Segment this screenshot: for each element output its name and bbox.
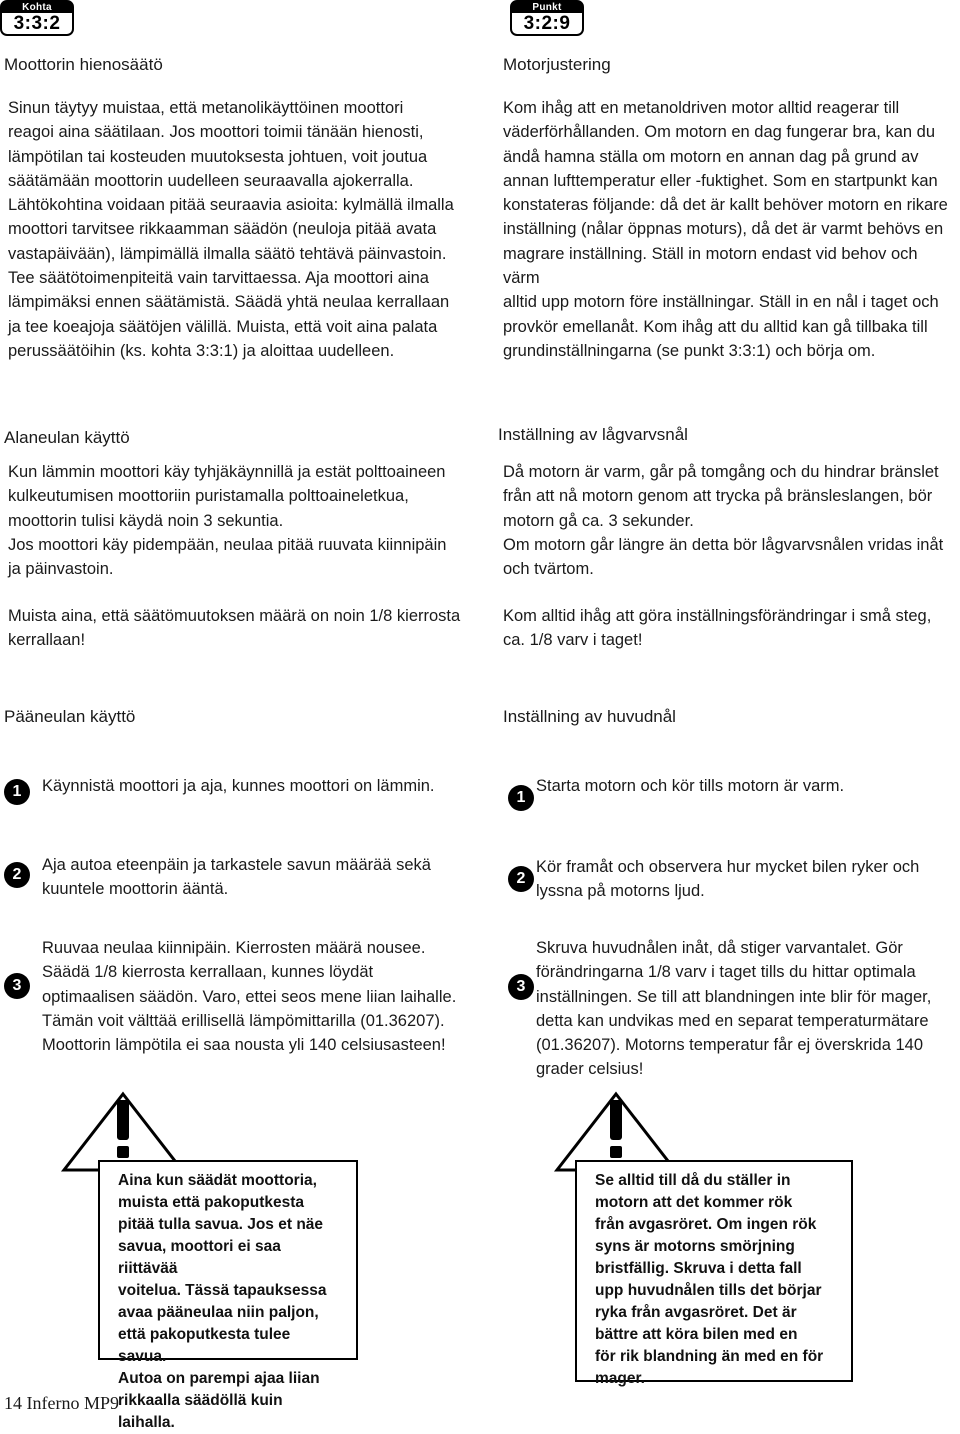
badge-tag: Kohta <box>2 2 72 13</box>
section-title-low-needle: Alaneulan käyttö <box>4 428 130 447</box>
section-title-main-needle-sv: Inställning av huvudnål <box>503 707 676 726</box>
step-text-1: Käynnistä moottori ja aja, kunnes moottori on lämmin. <box>42 777 435 795</box>
step-text-1: Starta motorn och kör tills motorn är varm. <box>536 777 845 795</box>
step-text-2: Kör framåt och observera hur mycket bilen ryker och lyssna på motorns ljud. <box>536 858 920 901</box>
step-number-2: 2 <box>508 866 534 892</box>
badge-number: 3:2:9 <box>523 13 571 34</box>
warning-text-right: Se alltid till då du ställer in motorn att det kommer rök från avgasröret. Om ingen rök syns är motorns smörjning bristfällig. Skruva i detta fall upp huvudnålen tills det börjar ryka från avgasröret. Det är bättre att köra bilen med en för rik blandning än med en för mager. <box>575 1160 853 1382</box>
step-number-3: 3 <box>508 974 534 1000</box>
step-text-2: Aja autoa eteenpäin ja tarkastele savun määrää sekä kuuntele moottorin ääntä. <box>42 856 431 899</box>
section-title-fine-tuning: Moottorin hienosäätö <box>4 55 163 74</box>
low-needle-note: Muista aina, että säätömuutoksen määrä on noin 1/8 kierrosta kerrallaan! <box>8 607 461 650</box>
product-name: Inferno MP9 <box>26 1393 119 1413</box>
warning-text-left: Aina kun säädät moottoria, muista että pakoputkesta pitää tulla savua. Jos et näe savua, moottori ei saa riittävää voitelua. Tässä tapauksessa avaa pääneulaa niin paljon, että pakoputkesta tulee savua. Autoa on parempi ajaa liian rikkaalla säädöllä kuin laihalla. <box>98 1160 358 1360</box>
low-speed-needle-body: Då motorn är varm, går på tomgång och du hindrar bränslet från att nå motorn genom att trycka på bränsleslangen, bör motorn gå ca. 3 sekunder. Om motorn går längre än detta bör lågvarvsnålen vridas inåt och tvärtom. <box>503 463 944 579</box>
section-title-low-speed-needle: Inställning av lågvarvsnål <box>498 425 688 444</box>
low-speed-needle-note: Kom alltid ihåg att göra inställningsförändringar i små steg, ca. 1/8 varv i taget! <box>503 607 932 650</box>
section-title-motor-adjustment: Motorjustering <box>503 55 611 74</box>
warning-callout-right <box>555 1092 855 1387</box>
step-number-2: 2 <box>4 862 30 888</box>
step-number-1: 1 <box>508 785 534 811</box>
step-text-3: Ruuvaa neulaa kiinnipäin. Kierrosten määrä nousee. Säädä 1/8 kierrosta kerrallaan, kunnes löydät optimaalisen säädön. Varo, ettei seos mene liian laihalle. Tämän voit välttää erillisellä lämpömittarilla (01.36207). Moottorin lämpötila ei saa nousta yli 140 celsiusasteen! <box>42 939 457 1055</box>
step-number-1: 1 <box>4 779 30 805</box>
step-number-3: 3 <box>4 973 30 999</box>
page-footer <box>4 1392 119 1414</box>
step-text-3: Skruva huvudnålen inåt, då stiger varvantalet. Gör förändringarna 1/8 varv i taget tills du hittar optimala inställningen. Se till att blandningen inte blir för mager, detta kan undvikas med en separat temperaturmätare (01.36207). Motorns temperatur får ej överskrida 140 grader celsius! <box>536 939 932 1079</box>
page-number: 14 <box>4 1393 22 1413</box>
low-needle-body: Kun lämmin moottori käy tyhjäkäynnillä ja estät polttoaineen kulkeutumisen moottoriin puristamalla polttoaineletkua, moottorin tulisi käydä noin 3 sekuntia. Jos moottori käy pidempään, neulaa pitää ruuvata kiinnipäin ja päinvastoin. <box>8 463 447 579</box>
fine-tuning-body: Sinun täytyy muistaa, että metanolikäyttöinen moottori reagoi aina säätilaan. Jos moottori toimii tänään hienosti, lämpötilan tai kosteuden muutoksesta johtuen, voit joutua säätämään moottorin uudelleen seuraavalla ajokerralla. Lähtökohtina voidaan pitää seuraavia asioita: kylmällä ilmalla moottori tarvitsee rikkaamman säädön (neuloja pitää avata vastapäivään), lämpimällä ilmalla säätö tehtävä päinvastoin. Tee säätötoimenpiteitä vain tarvittaessa. Aja moottori aina lämpimäksi ennen säätämistä. Säädä yhtä neulaa kerrallaan ja tee koeajoja säätöjen välillä. Muista, että voit aina palata perussäätöihin (ks. kohta 3:3:1) ja aloittaa uudelleen. <box>8 99 454 360</box>
motor-adjustment-body: Kom ihåg att en metanoldriven motor alltid reagerar till väderförhållanden. Om motorn en dag fungerar bra, kan du ändå hamna ställa om motorn en annan dag på grund av annan lufttemperatur eller -fuktighet. Som en startpunkt kan konstateras följande: då det är kallt behöver motorn en rikare inställning (nålar öppnas moturs), då det är varmt behövs en magrare inställning. Ställ in motorn endast vid behov och värm alltid upp motorn före inställningar. Ställ in en nål i taget och provkör emellanåt. Kom ihåg att du alltid kan gå tillbaka till grundinställningarna (se punkt 3:3:1) och börja om. <box>503 99 948 360</box>
section-badge-right <box>510 0 584 36</box>
badge-number: 3:3:2 <box>13 13 61 34</box>
section-title-main-needle: Pääneulan käyttö <box>4 707 136 726</box>
badge-tag: Punkt <box>512 2 582 13</box>
section-badge-left <box>0 0 74 36</box>
